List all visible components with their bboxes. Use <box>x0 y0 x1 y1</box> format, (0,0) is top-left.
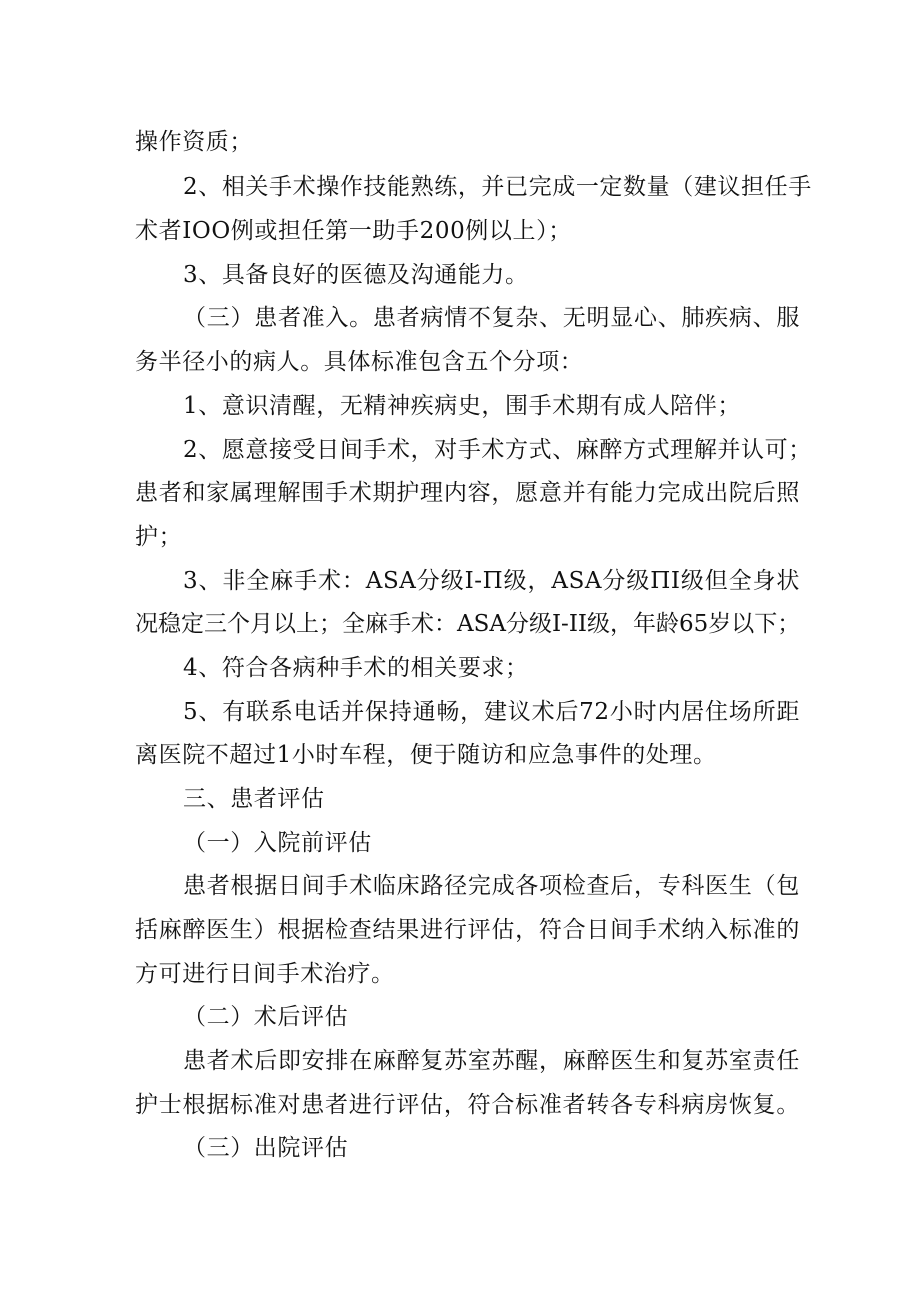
text-line: 操作资质； <box>135 129 253 155</box>
text-line: 患者术后即安排在麻醉复苏室苏醒，麻醉医生和复苏室责任 <box>183 1048 800 1074</box>
text-line: 况稳定三个月以上；全麻手术：ASA分级I-II级，年龄65岁以下； <box>135 611 801 637</box>
text-line: 患者根据日间手术临床路径完成各项检查后，专科医生（包 <box>183 873 800 899</box>
text-line: 2、相关手术操作技能熟练，并已完成一定数量（建议担任手 <box>183 174 812 200</box>
text-line: 患者和家属理解围手术期护理内容，愿意并有能力完成出院后照 <box>135 480 800 506</box>
text-line: 方可进行日间手术治疗。 <box>135 961 395 987</box>
text-line: 离医院不超过1小时车程，便于随访和应急事件的处理。 <box>135 742 717 768</box>
subsection-heading: （一）入院前评估 <box>183 830 372 856</box>
text-line: 4、符合各病种手术的相关要求； <box>183 655 529 681</box>
text-line: 2、愿意接受日间手术，对手术方式、麻醉方式理解并认可； <box>183 437 812 463</box>
text-line: 1、意识清醒，无精神疾病史，围手术期有成人陪伴； <box>183 393 742 419</box>
subsection-heading: （三）出院评估 <box>183 1135 349 1161</box>
text-line: 括麻醉医生）根据检查结果进行评估，符合日间手术纳入标准的 <box>135 917 800 943</box>
text-line: 3、非全麻手术：ASA分级I-Π级，ASA分级ΠI级但全身状 <box>183 568 800 594</box>
text-line: 护士根据标准对患者进行评估，符合标准者转各专科病房恢复。 <box>135 1092 800 1118</box>
section-heading: 三、患者评估 <box>183 786 325 812</box>
text-line: 护； <box>135 524 183 550</box>
subsection-heading: （二）术后评估 <box>183 1004 349 1030</box>
section-heading: （三）患者准入。患者病情不复杂、无明显心、肺疾病、服 <box>183 305 800 331</box>
text-line: 5、有联系电话并保持通畅，建议术后72小时内居住场所距 <box>183 699 800 725</box>
text-line: 术者IOO例或担任第一助手200例以上）； <box>135 218 572 244</box>
text-line: 务半径小的病人。具体标准包含五个分项： <box>135 349 584 375</box>
text-line: 3、具备良好的医德及沟通能力。 <box>183 262 529 288</box>
